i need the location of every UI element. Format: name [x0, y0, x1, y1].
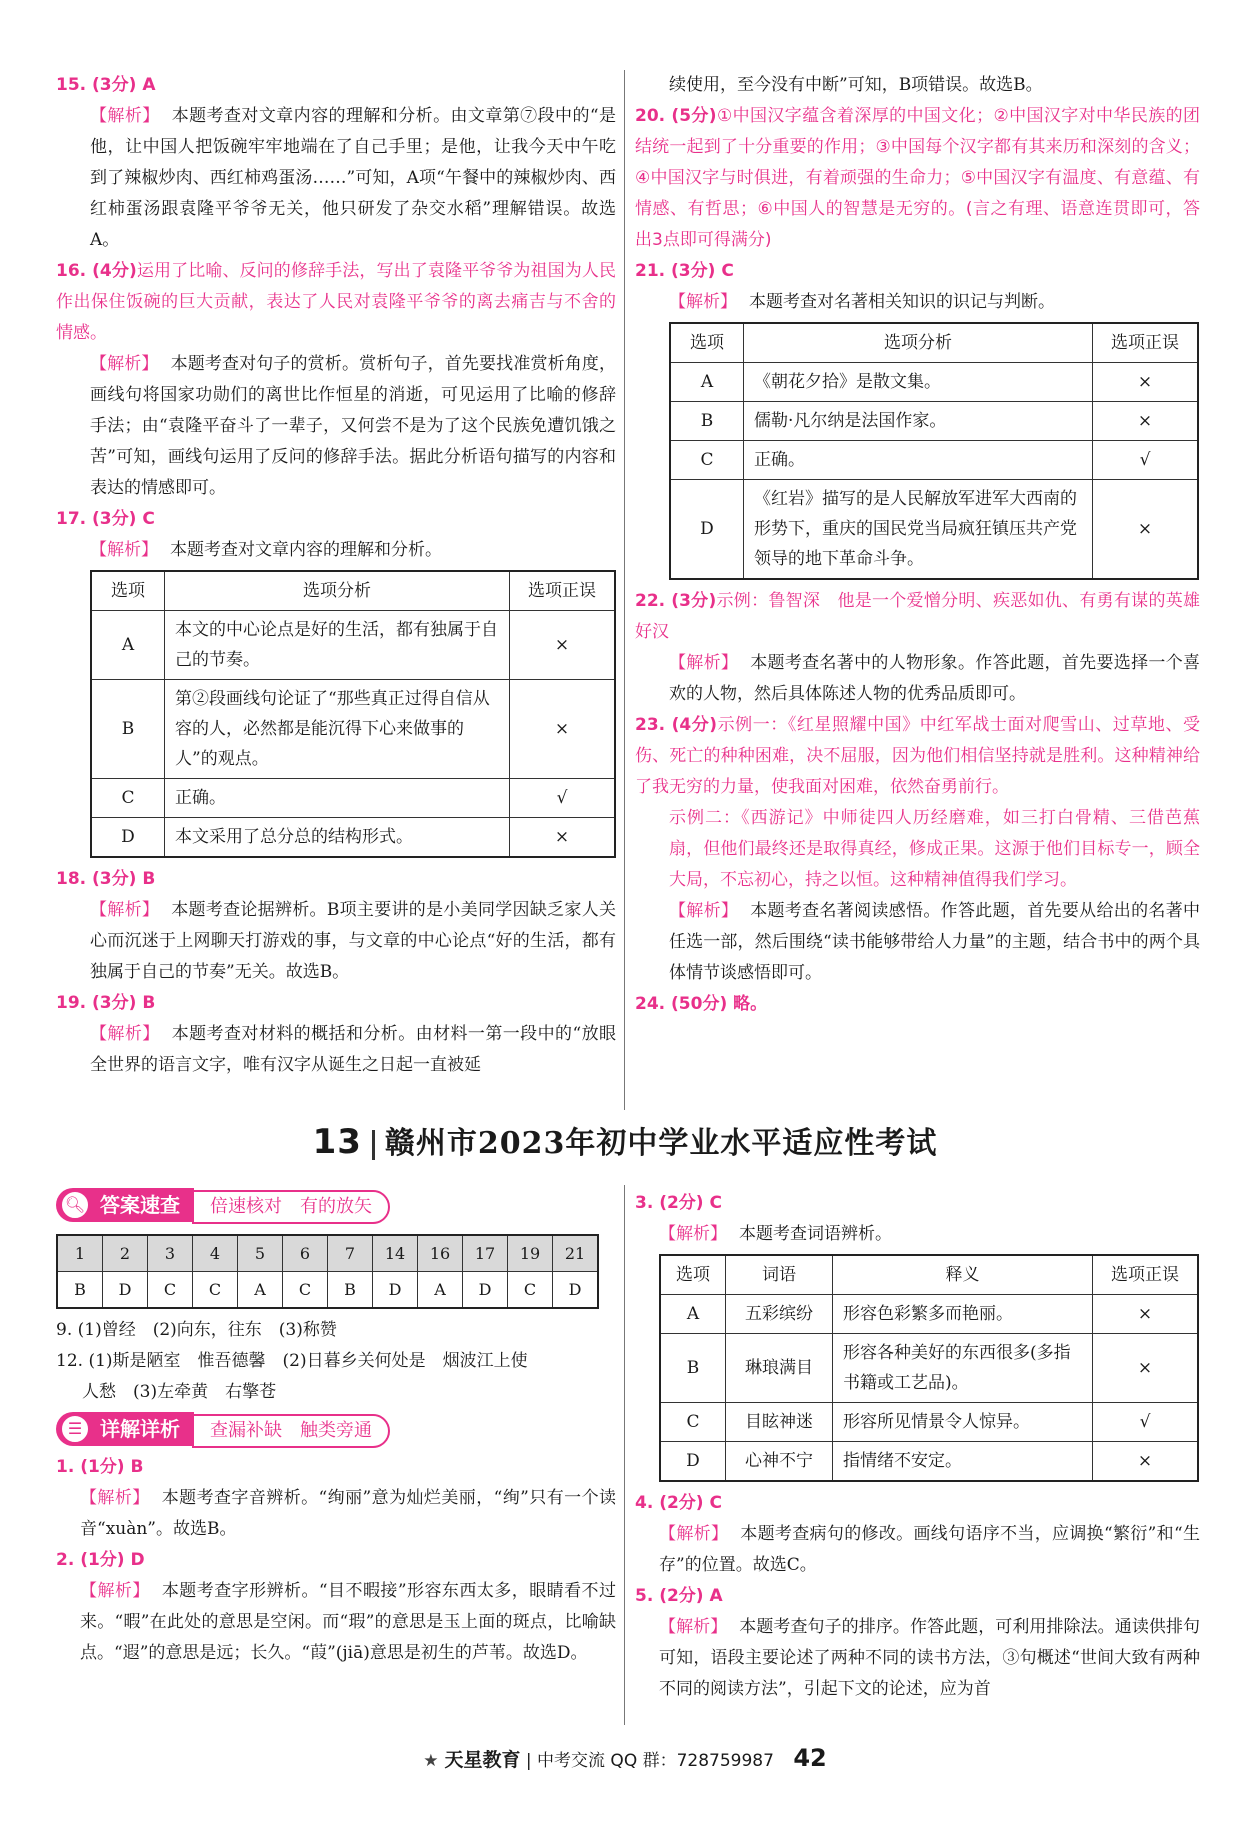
cell-word: 目眩神迷: [726, 1403, 833, 1442]
analysis-text: 本题考查病句的修改。画线句语序不当，应调换“繁衍”和“生存”的位置。故选C。: [659, 1524, 1200, 1575]
analysis-text: 本题考查对材料的概括和分析。由材料一第一段中的“放眼全世界的语言文字，唯有汉字从诞生之日起一直被延: [90, 1024, 616, 1075]
cell-option: C: [91, 779, 165, 818]
q15-analysis: [56, 101, 616, 256]
analysis-text: 本题考查词语辨析。: [739, 1224, 892, 1244]
q16-answer: [56, 256, 616, 349]
cell-meaning: 形容色彩繁多而艳丽。: [833, 1295, 1093, 1334]
col-header: 释义: [833, 1255, 1093, 1295]
analysis-text: 本题考查对文章内容的理解和分析。: [170, 540, 442, 560]
table-row: [660, 1295, 1198, 1334]
cell-meaning: 形容所见情景令人惊异。: [833, 1403, 1093, 1442]
col-header: 选项: [660, 1255, 726, 1295]
table-row: [670, 402, 1198, 441]
table-row: [660, 1442, 1198, 1482]
answer-grid-answers: [57, 1272, 598, 1309]
analysis-tag: 【解析】: [659, 1224, 727, 1244]
analysis-tag: 【解析】: [669, 653, 739, 673]
col-header: 选项正误: [510, 571, 616, 611]
analysis-tag: 【解析】: [90, 540, 158, 560]
fill-in-9: 9. (1)曾经 (2)向东，往东 (3)称赞: [56, 1320, 337, 1340]
q21-header: 21. (3分) C: [635, 261, 734, 281]
analysis-tag: 【解析】: [90, 354, 159, 374]
col-header: 词语: [726, 1255, 833, 1295]
q4-header: 4. (2分) C: [635, 1493, 722, 1513]
table-row: [670, 441, 1198, 480]
cell-mark: √: [1093, 1403, 1199, 1442]
cell-analysis: 正确。: [165, 779, 510, 818]
col-header: 选项: [670, 323, 744, 363]
analysis-text: 本题考查名著中的人物形象。作答此题，首先要选择一个喜欢的人物，然后具体陈述人物的优秀品质即可。: [669, 653, 1201, 704]
cell-meaning: 形容各种美好的东西很多(多指书籍或工艺品)。: [833, 1334, 1093, 1403]
q17-table: [90, 570, 616, 858]
question-number: 16: [418, 1235, 463, 1272]
col-header: 选项正误: [1093, 323, 1199, 363]
analysis-text: 本题考查论据辨析。B项主要讲的是小美同学因缺乏家人关心而沉迷于上网聊天打游戏的事，与文章的中心论点“好的生活，都有独属于自己的节奏”无关。故选B。: [90, 900, 617, 982]
table-row: [660, 1403, 1198, 1442]
answer-letter: C: [193, 1272, 238, 1309]
q17-header: 17. (3分) C: [56, 509, 155, 529]
analysis-tag: 【解析】: [90, 900, 160, 920]
analysis-tag: 【解析】: [90, 1024, 160, 1044]
cell-option: D: [660, 1442, 726, 1482]
q20-answer-text: ①中国汉字蕴含着深厚的中国文化；②中国汉字对中华民族的团结统一起到了十分重要的作用；③中国每个汉字都有其来历和深刻的含义；④中国汉字与时俱进，有着顽强的生命力；⑤中国汉字有温度、有意蕴、有情感、有哲思；⑥中国人的智慧是无穷的。(言之有理、语意连贯即可，答出3点即可得满分): [635, 106, 1200, 250]
q23-answer-text-2: 示例二：《西游记》中师徒四人历经磨难，如三打白骨精、三借芭蕉扇，但他们最终还是取得真经，修成正果。这源于他们目标专一，顾全大局，不忘初心，持之以恒。这种精神值得我们学习。: [669, 808, 1200, 890]
cell-mark: √: [510, 779, 616, 818]
q5-header: 5. (2分) A: [635, 1586, 723, 1606]
question-number: 1: [57, 1235, 103, 1272]
analysis-text: 本题考查对名著相关知识的识记与判断。: [749, 292, 1055, 312]
footer-separator: |: [525, 1751, 532, 1771]
answer-letter: D: [373, 1272, 418, 1309]
cell-analysis: 本文采用了总分总的结构形式。: [165, 818, 510, 858]
detail-subtitle: 查漏补缺 触类旁通: [192, 1414, 390, 1448]
magnifier-icon: 🔍︎: [60, 1190, 90, 1220]
cell-mark: ×: [1093, 402, 1199, 441]
cell-word: 琳琅满目: [726, 1334, 833, 1403]
q4-analysis: [635, 1519, 1200, 1581]
analysis-tag: 【解析】: [659, 1524, 729, 1544]
table-row: [91, 680, 615, 779]
cell-option: A: [660, 1295, 726, 1334]
question-number: 6: [283, 1235, 328, 1272]
q21-analysis: [635, 287, 1200, 318]
q24-header: 24. (50分) 略。: [635, 994, 768, 1014]
cell-mark: √: [1093, 441, 1199, 480]
answer-letter: D: [553, 1272, 599, 1309]
answer-letter: A: [238, 1272, 283, 1309]
left-column: [56, 70, 616, 1081]
clipboard-icon: ☰: [60, 1414, 90, 1444]
q5-analysis: [635, 1612, 1200, 1705]
question-number: 21: [553, 1235, 599, 1272]
cell-analysis: 《朝花夕拾》是散文集。: [744, 363, 1093, 402]
answer-grid: [56, 1234, 599, 1309]
table-row: [660, 1334, 1198, 1403]
cell-analysis: 本文的中心论点是好的生活，都有独属于自己的节奏。: [165, 611, 510, 680]
cell-option: A: [670, 363, 744, 402]
q2-analysis: [56, 1576, 616, 1669]
question-number: 4: [193, 1235, 238, 1272]
q1-header: 1. (1分) B: [56, 1457, 144, 1477]
page-footer: [0, 1744, 1250, 1772]
table-row: [670, 480, 1198, 580]
analysis-tag: 【解析】: [80, 1581, 150, 1601]
col-header: 选项正误: [1093, 1255, 1199, 1295]
question-number: 19: [508, 1235, 553, 1272]
quick-check-label: 答案速查: [56, 1188, 194, 1222]
answer-grid-numbers: [57, 1235, 598, 1272]
analysis-text: 本题考查名著阅读感悟。作答此题，首先要从给出的名著中任选一部，然后围绕“读书能够带给人力量”的主题，结合书中的两个具体情节谈感悟即可。: [669, 901, 1201, 983]
table-row: [670, 363, 1198, 402]
question-number: 3: [148, 1235, 193, 1272]
cell-mark: ×: [510, 611, 616, 680]
q15-header: 15. (3分) A: [56, 75, 156, 95]
analysis-text: 本题考查字形辨析。“目不暇接”形容东西太多，眼睛看不过来。“暇”在此处的意思是空闲。而“瑕”的意思是玉上面的斑点，比喻缺点。“遐”的意思是远；长久。“葭”(jiā)意思是初生的芦苇。故选D。: [80, 1581, 617, 1663]
analysis-tag: 【解析】: [80, 1488, 150, 1508]
col-header: 选项分析: [744, 323, 1093, 363]
cell-option: D: [670, 480, 744, 580]
q18-header: 18. (3分) B: [56, 869, 156, 889]
column-divider: [624, 1185, 625, 1725]
analysis-tag: 【解析】: [659, 1617, 728, 1637]
q18-analysis: [56, 895, 616, 988]
column-divider: [624, 70, 625, 1110]
q19-analysis: [56, 1019, 616, 1081]
cell-mark: ×: [1093, 363, 1199, 402]
footer-brand: 天星教育: [444, 1749, 521, 1771]
footer-qq: 中考交流 QQ 群：728759987: [537, 1751, 774, 1771]
q3-table: [659, 1254, 1199, 1482]
q16-number: 16. (4分): [56, 261, 137, 281]
col-header: 选项分析: [165, 571, 510, 611]
cell-mark: ×: [1093, 1334, 1199, 1403]
q19-header: 19. (3分) B: [56, 993, 156, 1013]
analysis-tag: 【解析】: [669, 292, 737, 312]
cell-mark: ×: [1093, 1295, 1199, 1334]
cell-option: B: [660, 1334, 726, 1403]
cell-analysis: 儒勒·凡尔纳是法国作家。: [744, 402, 1093, 441]
analysis-tag: 【解析】: [90, 106, 160, 126]
q17-analysis: [56, 535, 616, 566]
detail-banner: [56, 1412, 390, 1446]
answer-letter: D: [103, 1272, 148, 1309]
cell-analysis: 《红岩》描写的是人民解放军进军大西南的形势下，重庆的国民党当局疯狂镇压共产党领导的地下革命斗争。: [744, 480, 1093, 580]
answer-letter: B: [57, 1272, 103, 1309]
table-row: [91, 611, 615, 680]
answer-letter: D: [463, 1272, 508, 1309]
cell-analysis: 正确。: [744, 441, 1093, 480]
col-header: 选项: [91, 571, 165, 611]
q20-answer: [635, 101, 1200, 256]
analysis-text: 本题考查字音辨析。“绚丽”意为灿烂美丽，“绚”只有一个读音“xuàn”。故选B。: [80, 1488, 617, 1539]
cell-analysis: 第②段画线句论证了“那些真正过得自信从容的人，必然都是能沉得下心来做事的人”的观点。: [165, 680, 510, 779]
fill-in-12-cont: 人愁 (3)左牵黄 右擎苍: [82, 1382, 277, 1402]
answer-letter: C: [148, 1272, 193, 1309]
cell-option: C: [660, 1403, 726, 1442]
question-number: 14: [373, 1235, 418, 1272]
q1-analysis: [56, 1483, 616, 1545]
cell-word: 五彩缤纷: [726, 1295, 833, 1334]
fill-in-12: 12. (1)斯是陋室 惟吾德馨 (2)日暮乡关何处是 烟波江上使: [56, 1351, 528, 1371]
q3-analysis: [635, 1219, 1200, 1250]
answer-letter: A: [418, 1272, 463, 1309]
answer-letter: C: [508, 1272, 553, 1309]
q22-number: 22. (3分): [635, 591, 717, 611]
q23-number: 23. (4分): [635, 715, 718, 735]
q2-header: 2. (1分) D: [56, 1550, 145, 1570]
star-logo-icon: ★: [423, 1751, 439, 1771]
section-number: 13: [312, 1122, 362, 1162]
table-row: [91, 818, 615, 858]
cell-mark: ×: [510, 680, 616, 779]
cell-meaning: 指情绪不安定。: [833, 1442, 1093, 1482]
cell-option: B: [670, 402, 744, 441]
cell-option: A: [91, 611, 165, 680]
q23-analysis: [635, 896, 1200, 989]
detail-label: 详解详析: [56, 1412, 194, 1446]
q16-analysis: [56, 349, 616, 504]
question-number: 7: [328, 1235, 373, 1272]
q22-analysis: [635, 648, 1200, 710]
analysis-tag: 【解析】: [669, 901, 739, 921]
q23-answer: [635, 710, 1200, 896]
cell-mark: ×: [510, 818, 616, 858]
cell-word: 心神不宁: [726, 1442, 833, 1482]
quick-check-subtitle: 倍速核对 有的放矢: [192, 1190, 390, 1224]
q16-answer-text: 运用了比喻、反问的修辞手法，写出了袁隆平爷爷为祖国为人民作出保住饭碗的巨大贡献，表达了人民对袁隆平爷爷的离去痛吉与不舍的情感。: [56, 261, 616, 343]
q19-continuation: 续使用，至今没有中断”可知，B项错误。故选B。: [669, 75, 1043, 95]
question-number: 5: [238, 1235, 283, 1272]
cell-option: C: [670, 441, 744, 480]
quick-check-banner: [56, 1188, 390, 1222]
section-title: [0, 1118, 1250, 1162]
cell-mark: ×: [1093, 480, 1199, 580]
lower-right-column: [635, 1188, 1200, 1705]
cell-option: D: [91, 818, 165, 858]
q20-number: 20. (5分): [635, 106, 717, 126]
q22-answer: [635, 586, 1200, 648]
right-column: [635, 70, 1200, 1020]
answer-letter: B: [328, 1272, 373, 1309]
question-number: 17: [463, 1235, 508, 1272]
section-title-text: 赣州市2023年初中学业水平适应性考试: [384, 1126, 938, 1161]
title-divider: [372, 1130, 375, 1160]
q21-table: [669, 322, 1199, 580]
q22-answer-text: 示例：鲁智深 他是一个爱憎分明、疾恶如仇、有勇有谋的英雄好汉: [635, 591, 1200, 642]
analysis-text: 本题考查对句子的赏析。赏析句子，首先要找准赏析角度，画线句将国家功勋们的离世比作恒星的消逝，可见运用了比喻的修辞手法；由“袁隆平奋斗了一辈子，又何尝不是为了这个民族免遭饥饿之苦”可知，画线句运用了反问的修辞手法。据此分析语句描写的内容和表达的情感即可。: [90, 354, 617, 498]
lower-left-column: [56, 1188, 616, 1669]
analysis-text: 本题考查句子的排序。作答此题，可利用排除法。通读供排句可知，语段主要论述了两种不同的读书方法，③句概述“世间大致有两种不同的阅读方法”，引起下文的论述，应为首: [659, 1617, 1201, 1699]
answer-letter: C: [283, 1272, 328, 1309]
q23-answer-text: 示例一：《红星照耀中国》中红军战士面对爬雪山、过草地、受伤、死亡的种种困难，决不屈服，因为他们相信坚持就是胜利。这种精神给了我无穷的力量，使我面对困难，依然奋勇前行。: [635, 715, 1201, 797]
question-number: 2: [103, 1235, 148, 1272]
table-row: [91, 779, 615, 818]
cell-option: B: [91, 680, 165, 779]
analysis-text: 本题考查对文章内容的理解和分析。由文章第⑦段中的“是他，让中国人把饭碗牢牢地端在了自己手里；是他，让我今天中午吃到了辣椒炒肉、西红柿鸡蛋汤……”可知，A项“午餐中的辣椒炒肉、西红柿蛋汤跟袁隆平爷爷无关，他只研发了杂交水稻”理解错误。故选A。: [90, 106, 616, 250]
q3-header: 3. (2分) C: [635, 1193, 722, 1213]
cell-mark: ×: [1093, 1442, 1199, 1482]
page-number: 42: [793, 1744, 827, 1772]
